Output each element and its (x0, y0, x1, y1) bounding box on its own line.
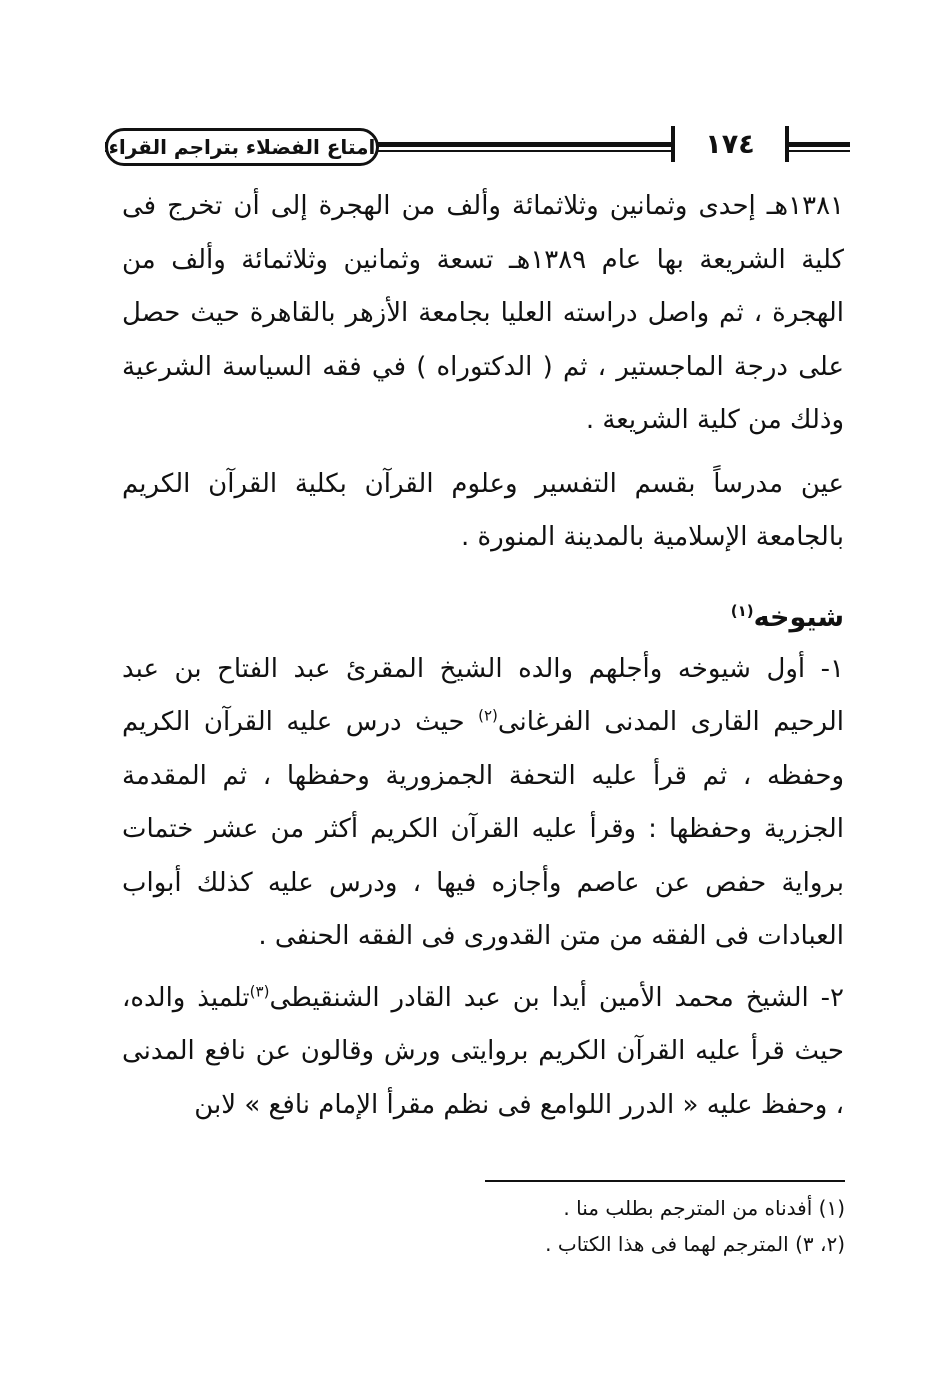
footnotes (300, 1190, 845, 1262)
page-number: ١٧٤ (671, 126, 789, 162)
paragraph-studies: ١٣٨١هـ إحدى وثمانين وثلاثمائة وألف من الهجرة إلى أن تخرج فى كلية الشريعة بها عام ١٣٨٩هـ تسعة وثمانين وثلاثمائة وألف من الهجرة ، ثم واصل دراسته العليا بجامعة الأزهر بالقاهرة حيث حصل على درجة الماجستير ، ثم ( الدكتوراه ) في فقه السياسة الشرعية وذلك من كلية الشريعة . (122, 191, 844, 435)
list-item-teacher-1 (122, 643, 844, 964)
footnote-ref-3: (٣) (249, 981, 270, 1000)
paragraph-appointment: عين مدرساً بقسم التفسير وعلوم القرآن بكلية القرآن الكريم بالجامعة الإسلامية بالمدينة المنورة . (122, 468, 844, 552)
book-title: امتاع الفضلاء بتراجم القراء (105, 128, 379, 166)
item1-text-b: حيث درس عليه القرآن الكريم وحفظه ، ثم قرأ عليه التحفة الجمزورية وحفظها ، ثم المقدمة الجزرية وحفظها : وقرأ عليه القرآن الكريم أكثر من عشر ختمات برواية حفص عن عاصم وأجازه فيها ، ودرس عليه كذلك أبواب العبادات فى الفقه من متن القدورى فى الفقه الحنفى . (122, 707, 844, 951)
footnote-2: (٢، ٣) المترجم لهما فى هذا الكتاب . (545, 1232, 845, 1256)
footnote-1: (١) أفدناه من المترجم بطلب منا . (563, 1196, 845, 1220)
item2-text-a: ٢- الشيخ محمد الأمين أيدا بن عبد القادر الشنقيطى (269, 982, 845, 1013)
heading-text: شيوخه (753, 601, 844, 633)
list-item-teacher-2 (122, 972, 844, 1133)
section-heading (122, 593, 844, 643)
footnote-divider (485, 1180, 845, 1182)
page-header (105, 122, 850, 170)
item2-text-b: تلميذ والده، حيث قرأ عليه القرآن الكريم بروايتى ورش وقالون عن نافع المدنى ، وحفظ عليه « الدرر اللوامع فى نظم مقرأ الإمام نافع » لابن (122, 982, 844, 1120)
footnote-ref-1: (١) (730, 601, 754, 620)
page-body (122, 180, 844, 1132)
item1-text-a: ١- أول شيوخه وأجلهم والده الشيخ المقرئ عبد الفتاح بن عبد الرحيم القارى المدنى الفرغانى (122, 653, 844, 737)
footnote-ref-2: (٢) (478, 706, 498, 725)
